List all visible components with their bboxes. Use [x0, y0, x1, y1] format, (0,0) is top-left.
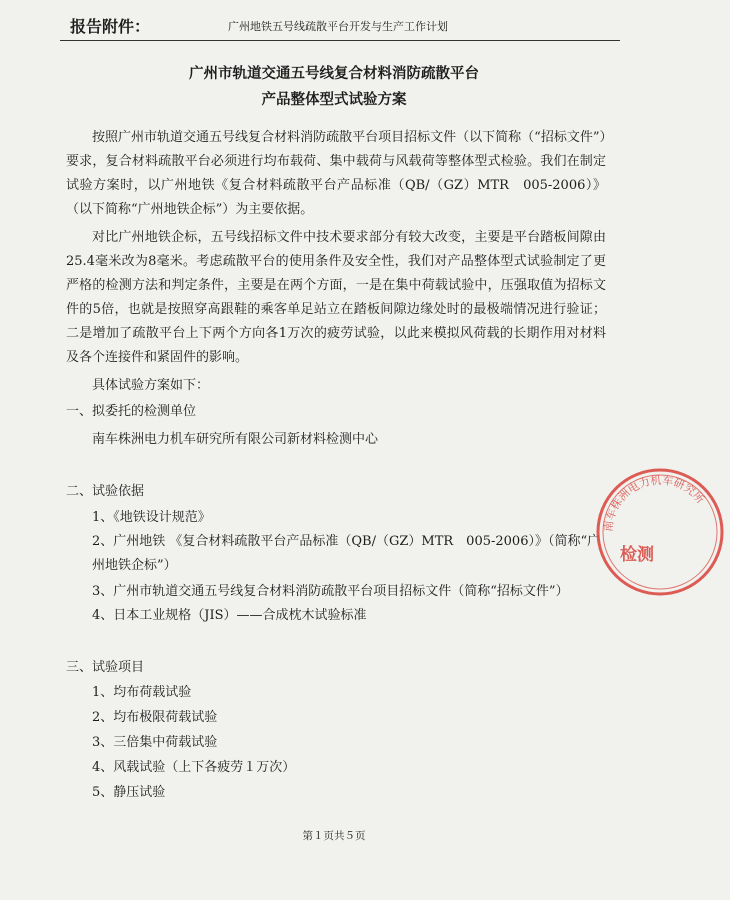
- section1-heading: 一、拟委托的检测单位: [66, 404, 197, 419]
- svg-text:检测: 检测: [620, 545, 654, 565]
- section1-body: 南车株洲电力机车研究所有限公司新材料检测中心: [92, 432, 379, 447]
- section2-heading: 二、试验依据: [66, 484, 145, 499]
- intro-paragraph-1: 按照广州市轨道交通五号线复合材料消防疏散平台项目招标文件（以下简称（“招标文件”）要求，复合材料疏散平台必须进行均布载荷、集中载荷与风载荷等整体型式检验。我们在制定试验方案时，以广州地铁《复合材料疏散平台产品标准（QB/（GZ）MTR 005-2006）》（以下简称“广州地铁企标”）为主要依据。: [66, 130, 606, 217]
- inspection-stamp-icon: [590, 462, 730, 602]
- section2-item-4: 4、日本工业规格（JIS）——合成枕木试验标准: [92, 608, 367, 623]
- page-number: 第１页共５页: [302, 830, 366, 842]
- intro-paragraph-2: 对比广州地铁企标，五号线招标文件中技术要求部分有较大改变，主要是平台踏板间隙由25.4毫米改为8毫米。考虑疏散平台的使用条件及安全性，我们对产品整体型式试验制定了更严格的检测方法和判定条件，主要是在两个方面，一是在集中荷载试验中，压强取值为招标文件的5倍，也就是按照穿高跟鞋的乘客单足站立在踏板间隙边缘处时的最极端情况进行验证；二是增加了疏散平台上下两个方向各1万次的疲劳试验，以此来模拟风荷载的长期作用对材料及各个连接件和紧固件的影响。: [66, 230, 606, 365]
- document-title-line2: 产品整体型式试验方案: [261, 91, 407, 108]
- report-attachment-label: 报告附件：: [70, 17, 151, 36]
- header-divider: [60, 40, 620, 41]
- section3-item-1: 1、均布荷载试验: [92, 685, 192, 700]
- intro-paragraph-3: 具体试验方案如下：: [92, 378, 210, 393]
- document-title-line1: 广州市轨道交通五号线复合材料消防疏散平台: [189, 65, 479, 82]
- section3-item-5: 5、静压试验: [92, 785, 166, 800]
- section2-item-2: 2、广州地铁 《复合材料疏散平台产品标准（QB/（GZ）MTR 005-2006）》（简称“广州地铁企标”）: [92, 534, 601, 573]
- section2-item-3: 3、广州市轨道交通五号线复合材料消防疏散平台项目招标文件（简称“招标文件”）: [92, 584, 569, 599]
- section2-item-1: 1、《地铁设计规范》: [92, 510, 211, 525]
- header-project-title: 广州地铁五号线疏散平台开发与生产工作计划: [228, 20, 448, 33]
- svg-text:南车株洲电力机车研究所: 南车株洲电力机车研究所: [601, 473, 707, 533]
- section3-item-2: 2、均布极限荷载试验: [92, 710, 218, 725]
- section3-heading: 三、试验项目: [66, 660, 145, 675]
- section3-item-4: 4、风载试验（上下各疲劳１万次）: [92, 760, 296, 775]
- section3-item-3: 3、三倍集中荷载试验: [92, 735, 218, 750]
